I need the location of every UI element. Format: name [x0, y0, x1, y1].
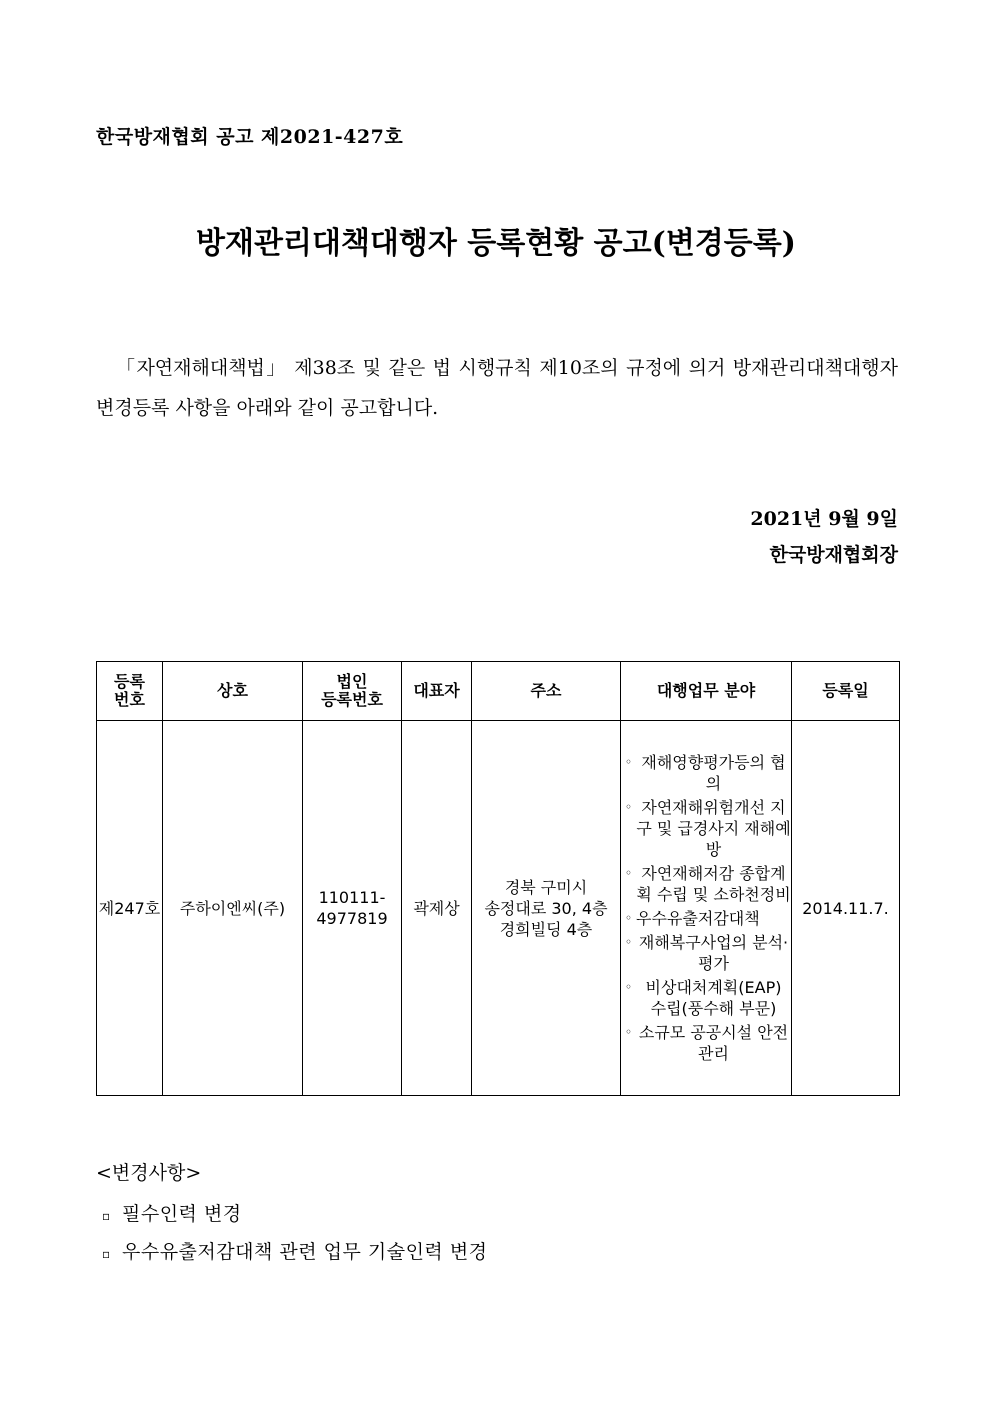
- circle-bullet-icon: ◦: [624, 1025, 633, 1039]
- circle-bullet-icon: ◦: [624, 911, 633, 925]
- field-item: [621, 752, 791, 794]
- circle-bullet-icon: ◦: [624, 866, 633, 880]
- header-address: 주소: [472, 662, 621, 721]
- circle-bullet-icon: ◦: [624, 755, 633, 769]
- header-company: 상호: [163, 662, 303, 721]
- field-item-label: 소규모 공공시설 안전관리: [638, 1023, 789, 1063]
- cell-address-line3: 경희빌딩 4층: [499, 919, 593, 939]
- field-item-label: 비상대처계획(EAP) 수립(풍수해 부문): [645, 978, 782, 1018]
- square-bullet-icon: ▫: [102, 1209, 111, 1223]
- header-reg-no-line1: 등록: [114, 672, 145, 691]
- cell-corp-no-line1: 110111-: [318, 888, 386, 907]
- header-reg-date: 등록일: [792, 662, 900, 721]
- circle-bullet-icon: ◦: [624, 935, 633, 949]
- notice-number: 한국방재협회 공고 제2021-427호: [96, 126, 404, 148]
- body-paragraph: 「자연재해대책법」 제38조 및 같은 법 시행규칙 제10조의 규정에 의거 방재관리대책대행자 변경등록 사항을 아래와 같이 공고합니다.: [96, 357, 898, 419]
- header-corp-no-line1: 법인: [336, 672, 368, 691]
- field-item: [621, 977, 791, 1019]
- change-item-label: 필수인력 변경: [122, 1203, 242, 1225]
- cell-representative: 곽제상: [402, 721, 472, 1096]
- cell-reg-no: 제247호: [97, 721, 163, 1096]
- header-reg-no-line2: 번호: [114, 690, 145, 709]
- notice-date: 2021년 9월 9일: [750, 508, 898, 530]
- change-item-label: 우수유출저감대책 관련 업무 기술인력 변경: [122, 1241, 488, 1263]
- cell-reg-date: 2014.11.7.: [792, 721, 900, 1096]
- circle-bullet-icon: ◦: [624, 980, 633, 994]
- document-title: 방재관리대책대행자 등록현황 공고(변경등록): [196, 226, 796, 261]
- registration-table: [96, 661, 900, 1096]
- field-item-label: 자연재해저감 종합계획 수립 및 소하천정비: [636, 864, 791, 904]
- changes-heading: <변경사항>: [96, 1162, 202, 1184]
- cell-address-line2: 송정대로 30, 4층: [484, 898, 608, 918]
- field-item-label: 우수유출저감대책: [636, 909, 760, 928]
- field-item: [621, 932, 791, 974]
- field-item-label: 재해영향평가등의 협의: [641, 753, 786, 793]
- field-item: [621, 908, 791, 929]
- cell-business-fields: [621, 721, 792, 1096]
- field-item-label: 자연재해위험개선 지구 및 급경사지 재해예방: [636, 798, 791, 859]
- header-reg-no: [97, 662, 163, 721]
- header-corp-no: [303, 662, 402, 721]
- cell-address: [472, 721, 621, 1096]
- circle-bullet-icon: ◦: [624, 800, 633, 814]
- change-item: [96, 1199, 242, 1226]
- field-item: [621, 1022, 791, 1064]
- header-business-fields: 대행업무 분야: [621, 662, 792, 721]
- change-item: [96, 1237, 488, 1264]
- square-bullet-icon: ▫: [102, 1247, 111, 1261]
- cell-address-line1: 경북 구미시: [504, 877, 588, 897]
- field-item-label: 재해복구사업의 분석·평가: [638, 933, 789, 973]
- table-header-row: [97, 662, 900, 721]
- header-corp-no-line2: 등록번호: [321, 690, 383, 709]
- field-item: [621, 797, 791, 860]
- issuer-name: 한국방재협회장: [769, 544, 898, 566]
- cell-corp-no-line2: 4977819: [316, 909, 388, 928]
- field-item: [621, 863, 791, 905]
- cell-company: 주하이엔씨(주): [163, 721, 303, 1096]
- header-representative: 대표자: [402, 662, 472, 721]
- cell-corp-no: [303, 721, 402, 1096]
- table-row: [97, 721, 900, 1096]
